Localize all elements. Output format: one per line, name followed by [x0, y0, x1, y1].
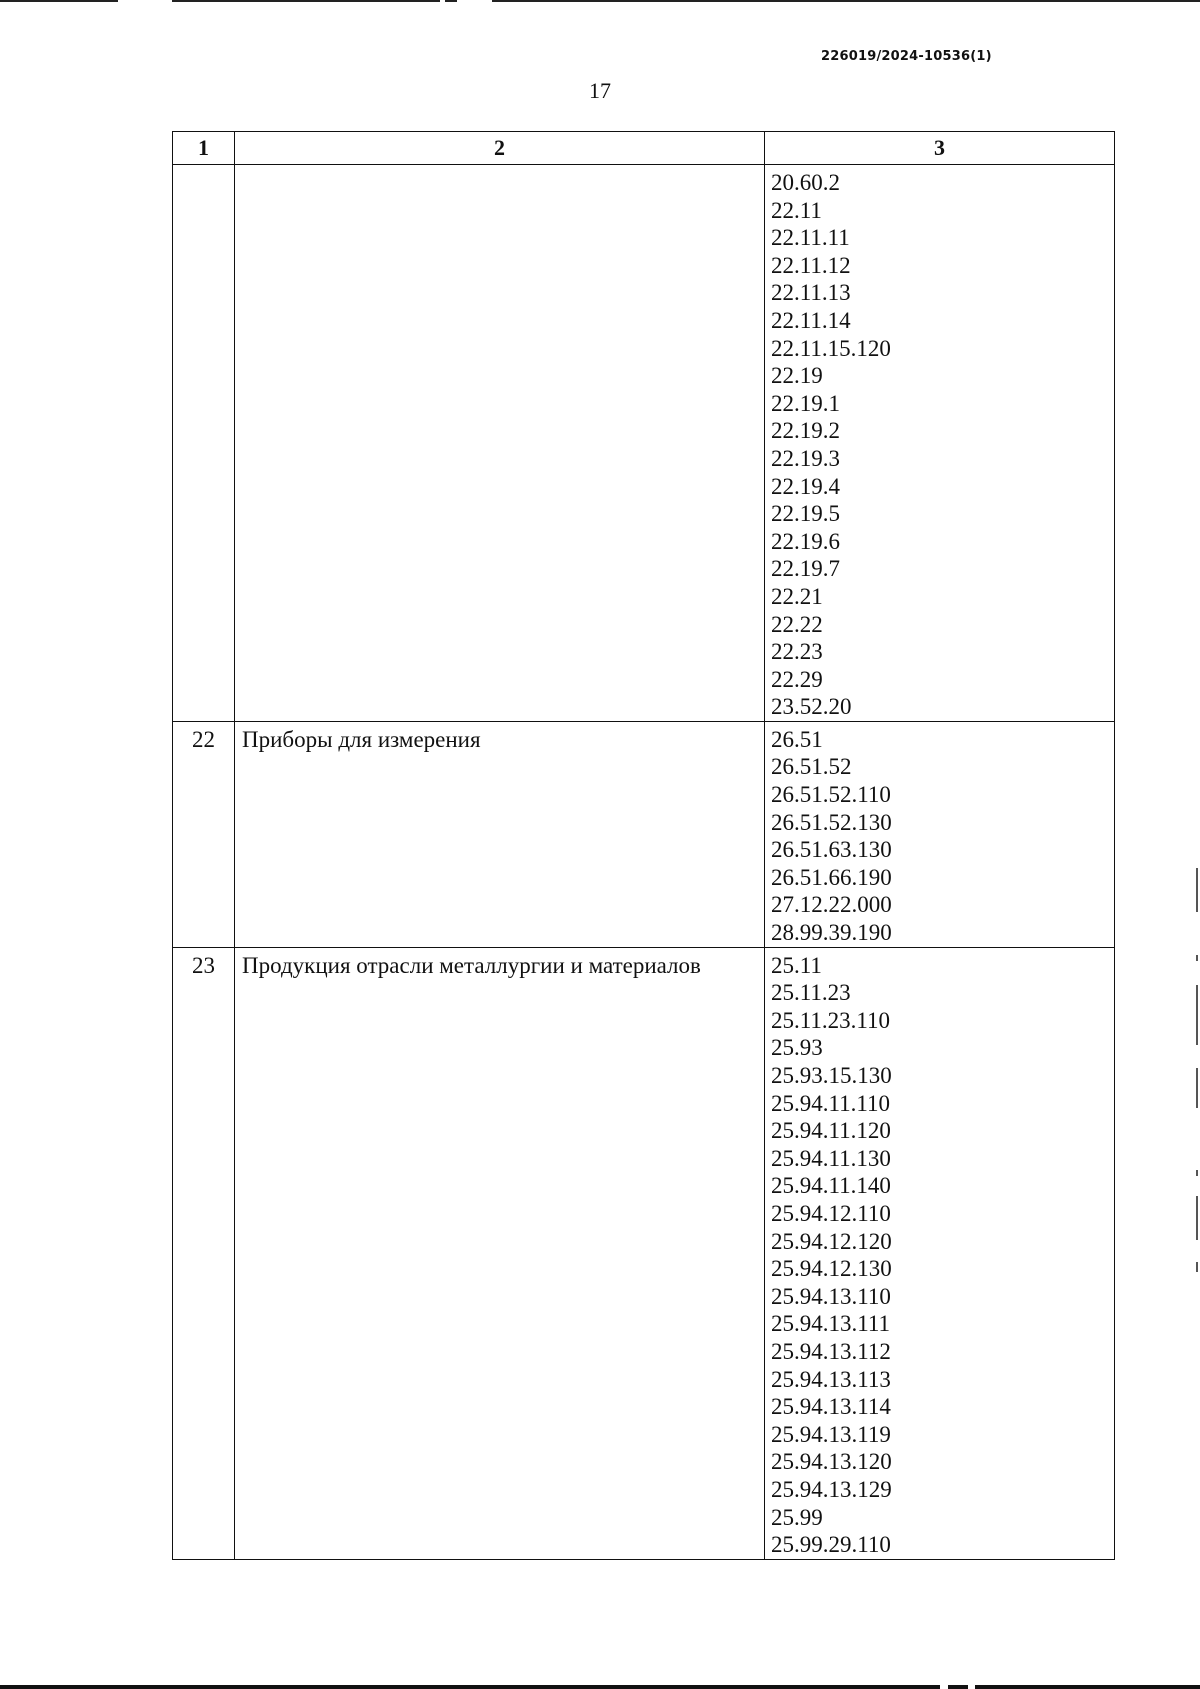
scan-edge-bottom — [0, 1685, 1200, 1689]
code-entry: 22.11 — [771, 197, 822, 223]
code-entry: 25.94.12.130 — [771, 1256, 892, 1282]
column-header-name: 2 — [235, 132, 765, 165]
code-entry: 25.94.12.120 — [771, 1228, 892, 1254]
table-row — [173, 721, 1115, 947]
document-id: 226019/2024-10536(1) — [821, 49, 992, 64]
code-entry: 26.51.66.190 — [771, 864, 892, 890]
table-row — [173, 165, 1115, 722]
code-entry: 25.94.13.119 — [771, 1421, 891, 1447]
code-entry: 22.22 — [771, 611, 823, 637]
code-entry: 25.94.13.112 — [771, 1338, 891, 1364]
code-entry: 25.94.11.120 — [771, 1118, 891, 1144]
row-product-name: Продукция отрасли металлургии и материалов — [235, 947, 765, 1559]
code-entry: 25.99.29.110 — [771, 1532, 891, 1558]
column-header-codes: 3 — [765, 132, 1115, 165]
code-entry: 25.94.11.130 — [771, 1145, 891, 1171]
code-entry: 25.93 — [771, 1035, 823, 1061]
code-entry: 22.23 — [771, 639, 823, 665]
code-entry: 22.21 — [771, 583, 823, 609]
code-entry: 22.11.15.120 — [771, 335, 891, 361]
code-entry: 25.94.13.120 — [771, 1449, 892, 1475]
code-entry: 26.51 — [771, 726, 823, 752]
row-codes — [765, 947, 1115, 1559]
code-entry: 22.19.1 — [771, 390, 840, 416]
code-entry: 25.94.13.129 — [771, 1476, 892, 1502]
code-entry: 22.29 — [771, 666, 823, 692]
row-number — [173, 165, 235, 722]
code-entry: 22.11.11 — [771, 225, 850, 251]
code-entry: 22.11.13 — [771, 280, 851, 306]
row-codes — [765, 165, 1115, 722]
table-row — [173, 947, 1115, 1559]
code-entry: 22.19.5 — [771, 501, 840, 527]
row-product-name: Приборы для измерения — [235, 721, 765, 947]
code-entry: 25.94.12.110 — [771, 1200, 891, 1226]
table-header-row — [173, 132, 1115, 165]
row-number: 23 — [173, 947, 235, 1559]
code-entry: 22.19.2 — [771, 418, 840, 444]
column-header-number: 1 — [173, 132, 235, 165]
row-number: 22 — [173, 721, 235, 947]
code-entry: 26.51.52 — [771, 754, 852, 780]
code-entry: 25.11.23.110 — [771, 1007, 891, 1033]
code-entry: 22.19.7 — [771, 556, 840, 582]
row-codes — [765, 721, 1115, 947]
page-number: 17 — [589, 78, 611, 103]
codes-table — [172, 131, 1115, 1560]
code-entry: 25.94.13.111 — [771, 1311, 891, 1337]
code-entry: 22.11.14 — [771, 307, 851, 333]
table-body — [173, 165, 1115, 1560]
code-entry: 22.11.12 — [771, 252, 851, 278]
code-entry: 26.51.52.110 — [771, 782, 891, 808]
code-entry: 25.94.11.110 — [771, 1090, 891, 1116]
code-entry: 25.11 — [771, 952, 822, 978]
code-entry: 25.11.23 — [771, 980, 851, 1006]
code-entry: 25.94.13.113 — [771, 1366, 891, 1392]
code-entry: 25.94.13.110 — [771, 1283, 891, 1309]
code-entry: 20.60.2 — [771, 170, 840, 195]
code-entry: 25.99 — [771, 1504, 823, 1530]
code-entry: 25.94.11.140 — [771, 1173, 891, 1199]
code-entry: 25.94.13.114 — [771, 1394, 891, 1420]
code-entry: 26.51.63.130 — [771, 837, 892, 863]
code-entry: 27.12.22.000 — [771, 892, 892, 918]
code-entry: 22.19 — [771, 363, 823, 389]
scan-edge-top — [0, 0, 1200, 2]
code-entry: 28.99.39.190 — [771, 920, 892, 946]
code-entry: 26.51.52.130 — [771, 809, 892, 835]
row-product-name — [235, 165, 765, 722]
code-entry: 23.52.20 — [771, 694, 852, 720]
code-entry: 22.19.4 — [771, 473, 840, 499]
code-entry: 22.19.6 — [771, 528, 840, 554]
code-entry: 25.93.15.130 — [771, 1063, 892, 1088]
code-entry: 22.19.3 — [771, 445, 840, 471]
